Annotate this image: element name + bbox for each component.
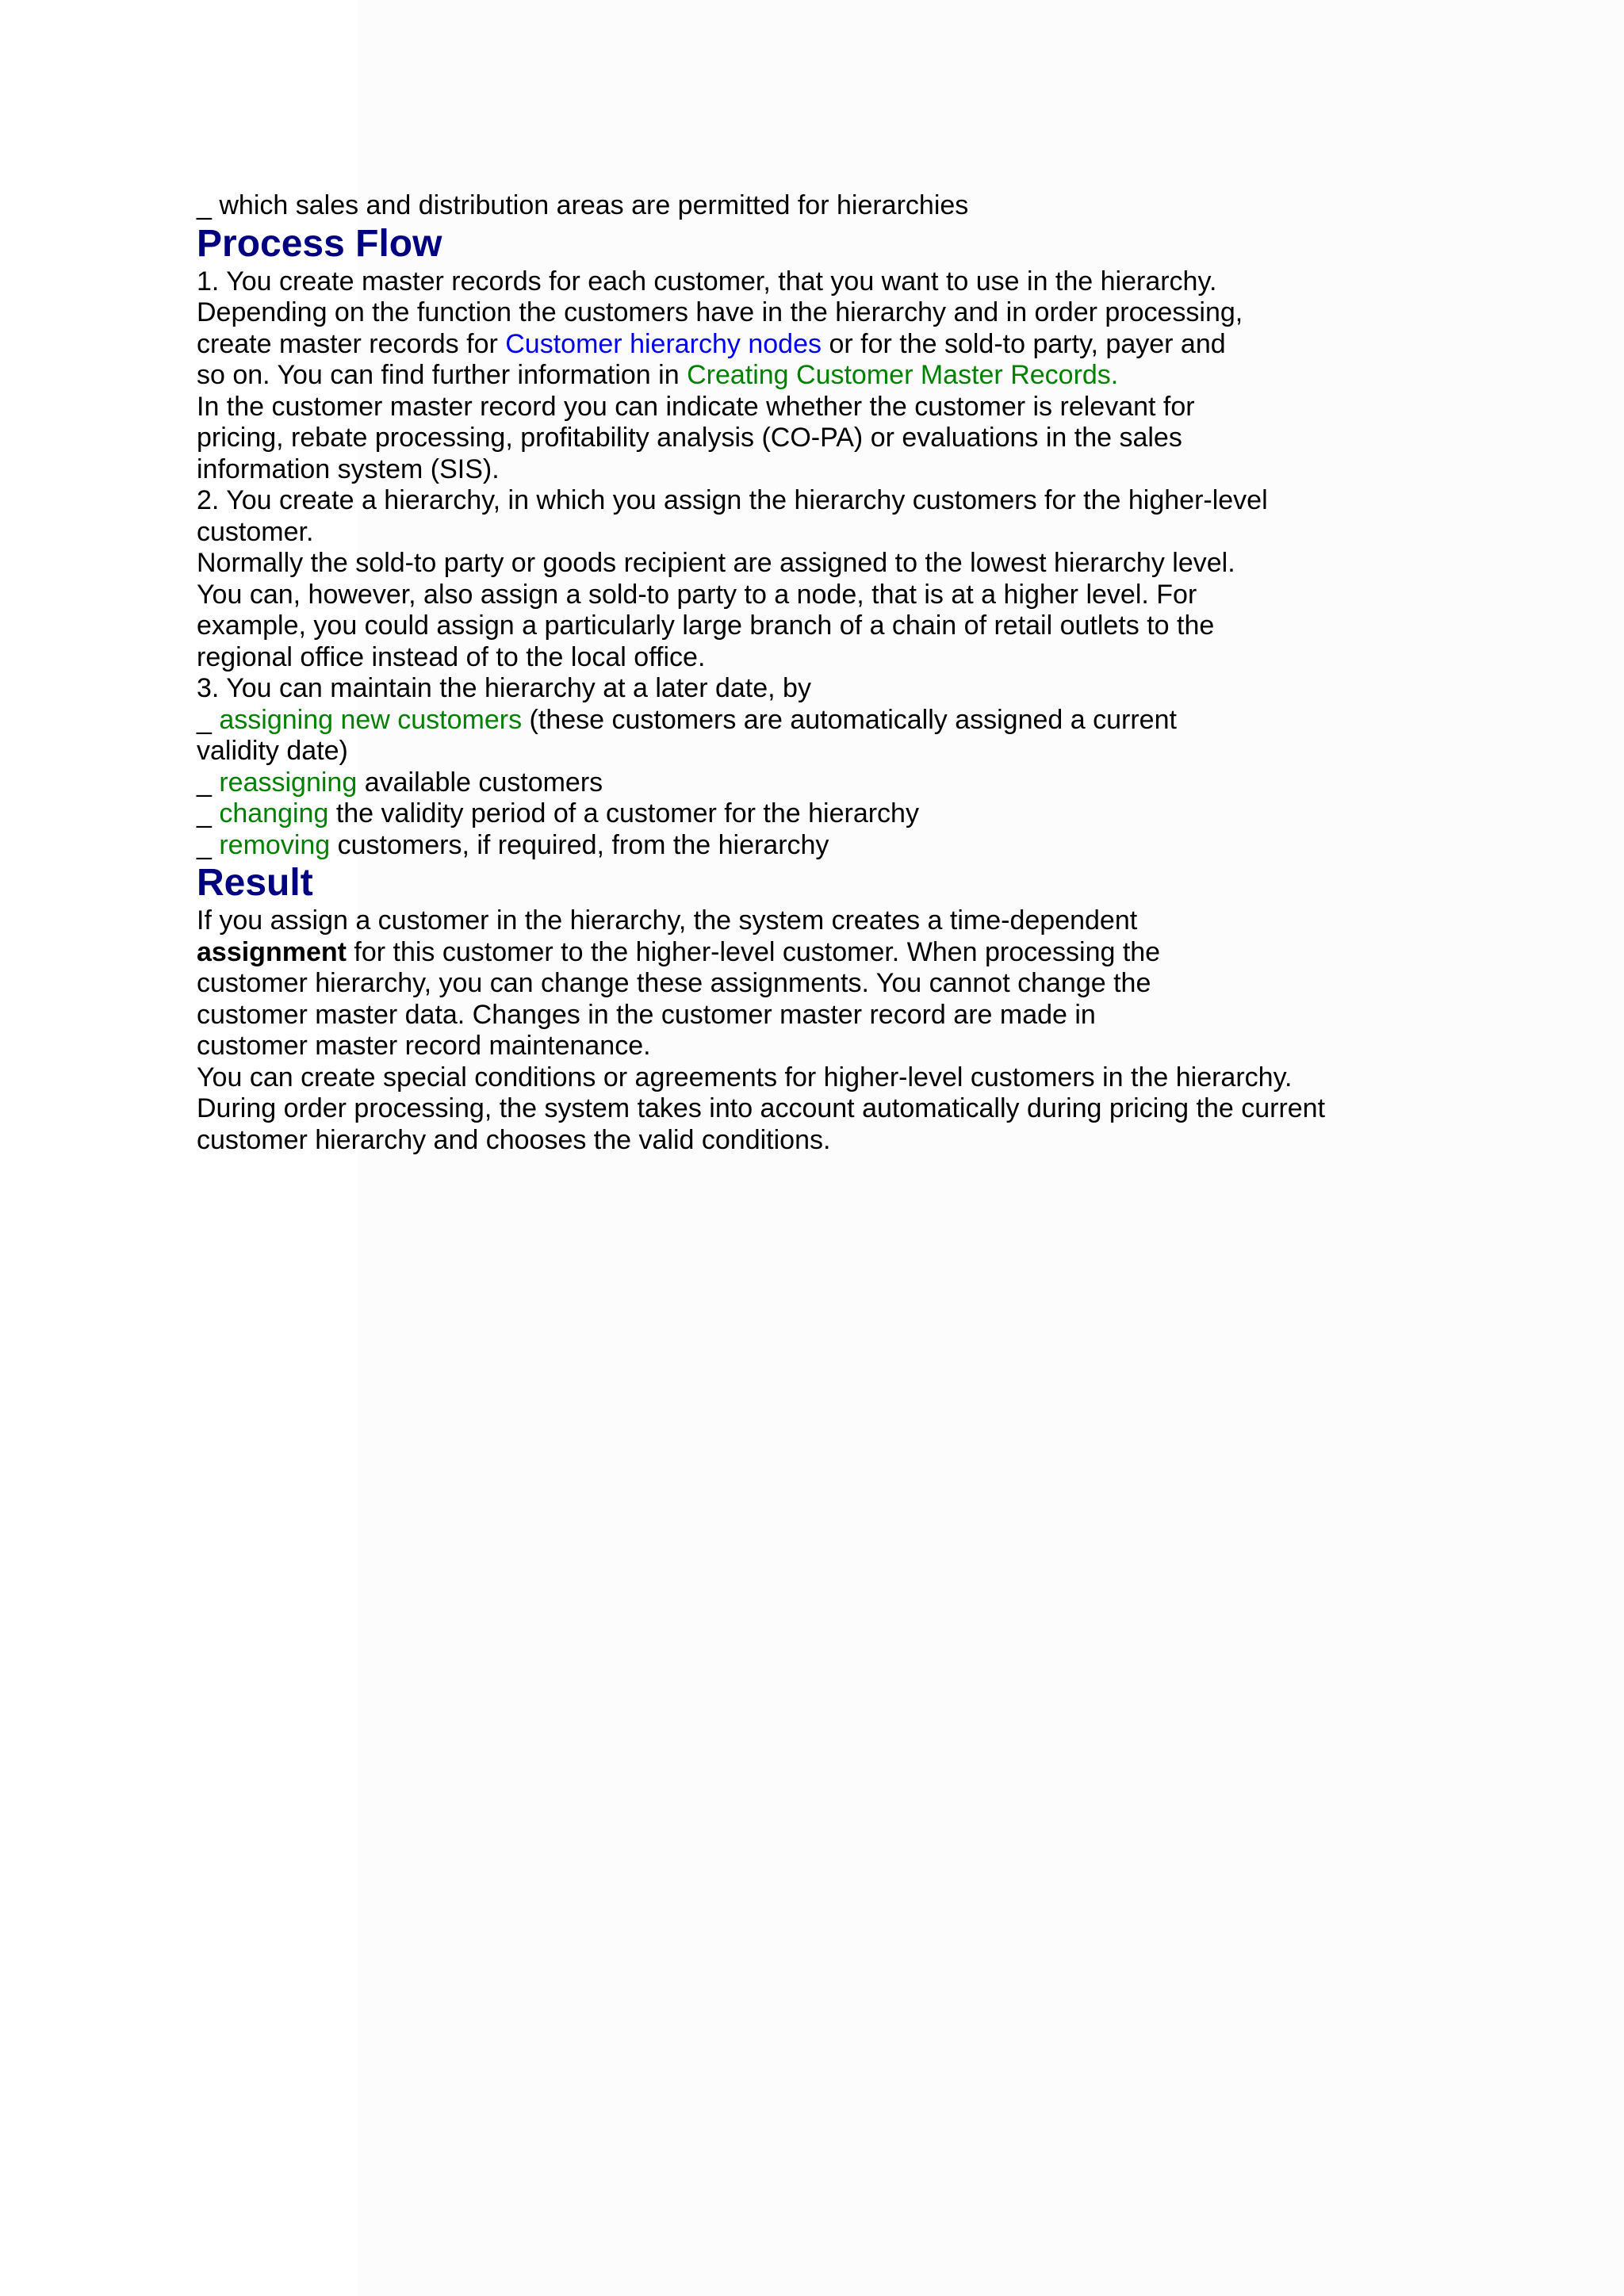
- result-line: customer hierarchy, you can change these assignments. You cannot change the: [197, 968, 1151, 998]
- result-line: customer hierarchy and chooses the valid conditions.: [197, 1124, 831, 1155]
- paragraph-line: You can, however, also assign a sold-to party to a node, that is at a higher level. For: [197, 579, 1197, 610]
- list-item: [197, 830, 1434, 862]
- assigning-new-customers-link[interactable]: assigning new customers: [219, 704, 523, 735]
- bullet-marker: _: [197, 190, 212, 220]
- step-2-line: customer.: [197, 516, 314, 547]
- step-1-line: Depending on the function the customers have in the hierarchy and in order processing,: [197, 297, 1243, 327]
- assignment-term: assignment: [197, 936, 347, 967]
- text-run: or for the sold-to party, payer and: [822, 328, 1226, 359]
- paragraph-line: In the customer master record you can indicate whether the customer is relevant for: [197, 391, 1195, 422]
- customer-hierarchy-nodes-link[interactable]: Customer hierarchy nodes: [505, 328, 822, 359]
- paragraph-line: example, you could assign a particularly large branch of a chain of retail outlets to the: [197, 610, 1215, 641]
- step-1-line: [197, 329, 1434, 361]
- paragraph-line: information system (SIS).: [197, 453, 500, 484]
- text-run: so on. You can find further information in: [197, 360, 688, 390]
- text-run: (these customers are automatically assigned a current: [522, 704, 1177, 735]
- result-line: If you assign a customer in the hierarchy, the system creates a time-dependent: [197, 905, 1138, 936]
- list-item-continuation: validity date): [197, 736, 348, 766]
- result-heading: Result: [197, 862, 313, 904]
- text-run: for this customer to the higher-level customer. When processing the: [346, 936, 1161, 967]
- bullet-marker: _: [197, 798, 220, 828]
- result-line: [197, 937, 1434, 969]
- result-line: You can create special conditions or agreements for higher-level customers in the hierarchy.: [197, 1062, 1293, 1093]
- text-run: create master records for: [197, 328, 506, 359]
- removing-link[interactable]: removing: [219, 829, 331, 860]
- list-item: [197, 798, 1434, 830]
- document-body: [197, 190, 1434, 1156]
- process-flow-heading: Process Flow: [197, 222, 442, 265]
- step-3-line: 3. You can maintain the hierarchy at a later date, by: [197, 673, 811, 703]
- step-1-line: [197, 360, 1434, 392]
- changing-link[interactable]: changing: [219, 798, 329, 828]
- creating-customer-master-records-link[interactable]: Creating Customer Master Records.: [687, 360, 1119, 390]
- intro-line: [197, 190, 1434, 222]
- step-2-line: 2. You create a hierarchy, in which you assign the hierarchy customers for the higher-level: [197, 485, 1268, 515]
- result-line: customer master data. Changes in the customer master record are made in: [197, 999, 1096, 1030]
- step-1-line: 1. You create master records for each customer, that you want to use in the hierarchy.: [197, 266, 1217, 297]
- bullet-marker: _: [197, 829, 220, 860]
- reassigning-link[interactable]: reassigning: [219, 767, 358, 798]
- bullet-marker: _: [197, 767, 220, 798]
- list-item: [197, 767, 1434, 799]
- text-run: the validity period of a customer for the hierarchy: [328, 798, 919, 828]
- bullet-marker: _: [197, 704, 220, 735]
- result-line: During order processing, the system takes into account automatically during pricing the current: [197, 1093, 1326, 1123]
- paragraph-line: pricing, rebate processing, profitability analysis (CO-PA) or evaluations in the sales: [197, 423, 1182, 453]
- intro-text: which sales and distribution areas are permitted for hierarchies: [211, 190, 969, 220]
- paragraph-line: regional office instead of to the local office.: [197, 641, 706, 672]
- text-run: customers, if required, from the hierarchy: [330, 829, 829, 860]
- result-line: customer master record maintenance.: [197, 1031, 651, 1061]
- list-item: [197, 705, 1434, 737]
- paragraph-line: Normally the sold-to party or goods recipient are assigned to the lowest hierarchy level.: [197, 548, 1235, 578]
- text-run: available customers: [357, 767, 603, 798]
